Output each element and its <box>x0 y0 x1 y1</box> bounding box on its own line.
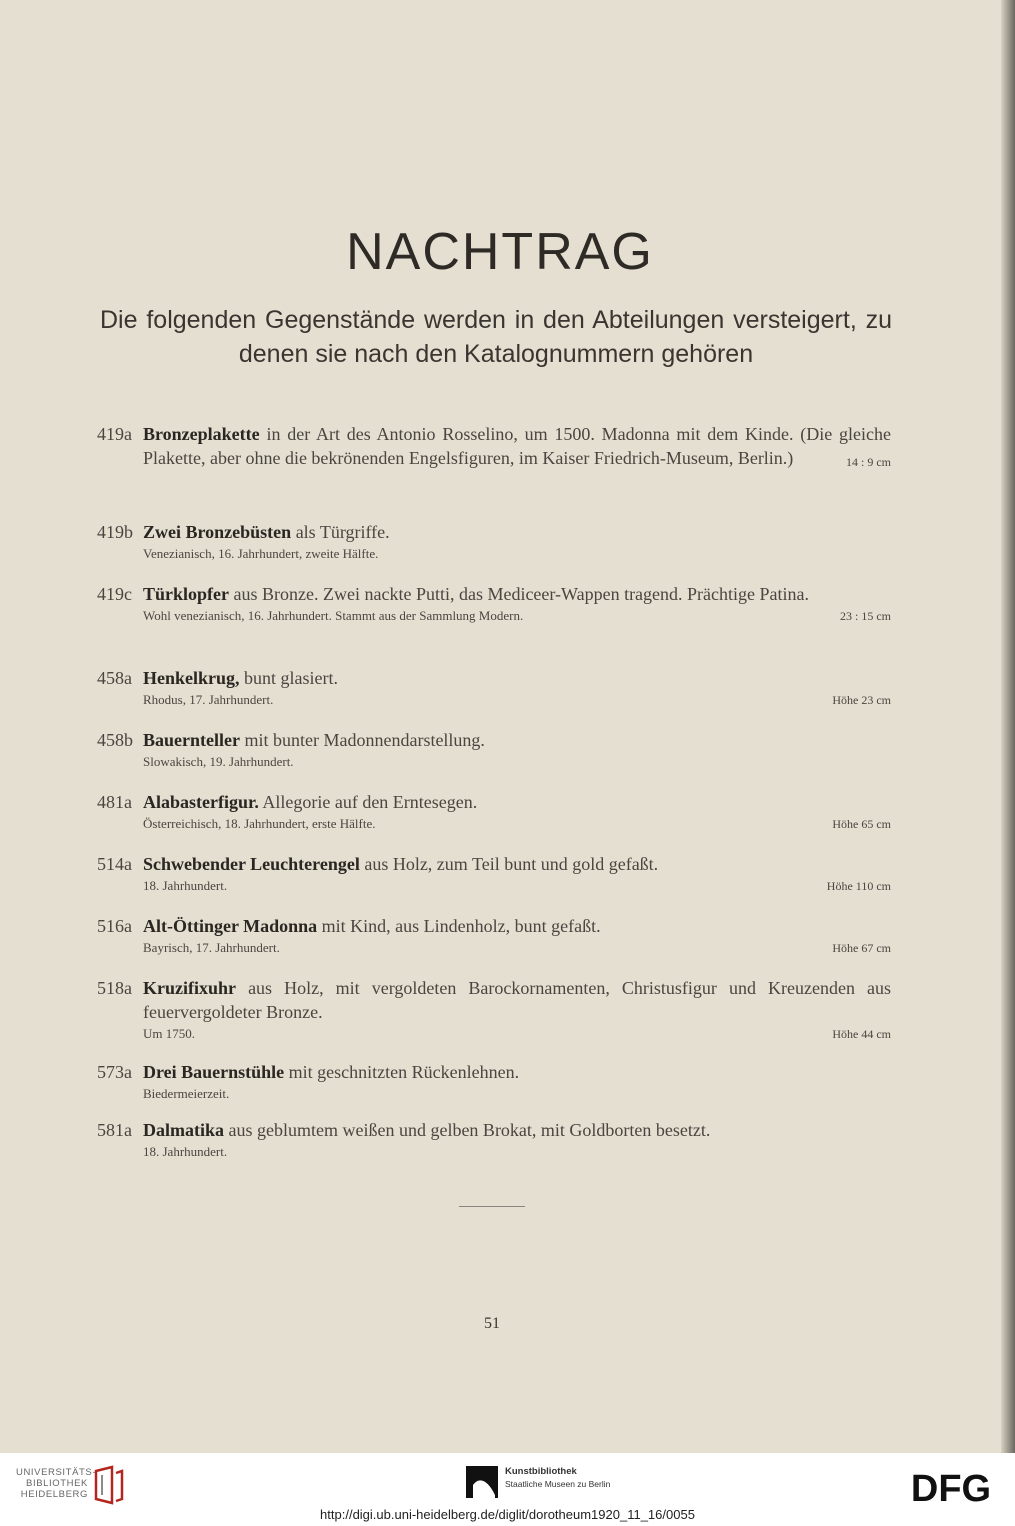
entry-description: als Türgriffe. <box>295 522 390 542</box>
entry-origin: Venezianisch, 16. Jahrhundert, zweite Hälfte. <box>143 546 379 561</box>
entry-description: Allegorie auf den Erntesegen. <box>262 792 478 812</box>
catalog-entry <box>97 790 891 852</box>
entry-origin: Biedermeierzeit. <box>143 1086 230 1101</box>
entry-number: 419c <box>97 584 132 604</box>
entry-description: mit geschnitzten Rückenlehnen. <box>288 1062 520 1082</box>
university-library-icon[interactable] <box>92 1465 126 1505</box>
entry-description: aus Holz, mit vergoldeten Barockornamenten, Christusfigur und Kreuzenden aus feuervergoldeter Bronze. <box>143 978 892 1022</box>
entry-dimensions: Höhe 65 cm <box>832 817 891 831</box>
catalog-entry <box>97 1060 891 1118</box>
university-library-logo-text[interactable]: UNIVERSITÄTS- BIBLIOTHEK HEIDELBERG <box>16 1467 97 1500</box>
entry-name: Drei Bauernstühle <box>143 1062 285 1082</box>
entry-origin: Wohl venezianisch, 16. Jahrhundert. Stammt aus der Sammlung Modern. <box>143 608 524 623</box>
dfg-logo-text: DFG <box>910 1468 992 1507</box>
catalog-entries <box>97 422 891 1168</box>
entry-name: Türklopfer <box>143 584 230 604</box>
page-edge <box>1001 0 1015 1453</box>
entry-name: Dalmatika <box>143 1120 224 1140</box>
entry-description: in der Art des Antonio Rosselino, um 1500. Madonna mit dem Kinde. (Die gleiche Plakette, aber ohne die bekrönenden Engelsfiguren, im Kaiser Friedrich-Museum, Berlin.) <box>143 424 891 468</box>
entry-origin: 18. Jahrhundert. <box>143 878 228 893</box>
entry-number: 518a <box>97 978 132 998</box>
entry-number: 419a <box>97 424 132 444</box>
entry-dimensions: Höhe 110 cm <box>826 879 891 893</box>
dfg-logo[interactable] <box>903 1467 999 1507</box>
entry-number: 514a <box>97 854 132 874</box>
separator-rule <box>459 1206 525 1207</box>
page-subtitle: Die folgenden Gegenstände werden in den Abteilungen versteigert, zu denen sie nach den Katalognummern gehören <box>100 306 892 368</box>
entry-number: 581a <box>97 1120 132 1140</box>
entry-name: Bauernteller <box>143 730 240 750</box>
page-title: NACHTRAG <box>346 223 654 281</box>
entry-number: 458b <box>97 730 133 750</box>
catalog-entry <box>97 582 891 666</box>
kunstbibliothek-icon[interactable] <box>465 1465 499 1499</box>
entry-description: mit bunter Madonnendarstellung. <box>244 730 485 750</box>
catalog-entry <box>97 976 891 1060</box>
entry-origin: Um 1750. <box>143 1026 195 1041</box>
entry-origin: Österreichisch, 18. Jahrhundert, erste Hälfte. <box>143 816 376 831</box>
entry-number: 481a <box>97 792 132 812</box>
entry-name: Alt-Öttinger Madonna <box>143 916 318 936</box>
catalog-entry <box>97 1118 891 1168</box>
entry-description: bunt glasiert. <box>244 668 338 688</box>
catalog-entry <box>97 666 891 728</box>
entry-dimensions: 23 : 15 cm <box>840 609 891 623</box>
catalog-entry <box>97 422 891 520</box>
entry-name: Bronzeplakette <box>143 424 260 444</box>
source-url[interactable]: http://digi.ub.uni-heidelberg.de/diglit/dorotheum1920_11_16/0055 <box>320 1507 695 1522</box>
entry-description: mit Kind, aus Lindenholz, bunt gefaßt. <box>321 916 601 936</box>
catalog-entry <box>97 520 891 582</box>
entry-number: 573a <box>97 1062 132 1082</box>
entry-origin: Slowakisch, 19. Jahrhundert. <box>143 754 294 769</box>
footer-bar <box>0 1453 1015 1526</box>
entry-name: Henkelkrug, <box>143 668 240 688</box>
entry-dimensions: Höhe 23 cm <box>832 693 891 707</box>
entry-dimensions: 14 : 9 cm <box>846 455 891 469</box>
entry-dimensions: Höhe 67 cm <box>832 941 891 955</box>
entry-name: Alabasterfigur. <box>143 792 259 812</box>
entry-name: Zwei Bronzebüsten <box>143 522 292 542</box>
entry-description: aus Bronze. Zwei nackte Putti, das Mediceer-Wappen tragend. Prächtige Patina. <box>233 584 810 604</box>
entry-name: Kruzifixuhr <box>143 978 236 998</box>
catalog-entry <box>97 914 891 976</box>
entry-origin: Rhodus, 17. Jahrhundert. <box>143 692 274 707</box>
entry-number: 419b <box>97 522 133 542</box>
catalog-entry <box>97 728 891 790</box>
entry-number: 516a <box>97 916 132 936</box>
page-number: 51 <box>484 1315 500 1332</box>
entry-origin: Bayrisch, 17. Jahrhundert. <box>143 940 280 955</box>
entry-dimensions: Höhe 44 cm <box>832 1027 891 1041</box>
entry-description: aus Holz, zum Teil bunt und gold gefaßt. <box>364 854 659 874</box>
catalog-entry <box>97 852 891 914</box>
entry-description: aus geblumtem weißen und gelben Brokat, mit Goldborten besetzt. <box>228 1120 711 1140</box>
entry-number: 458a <box>97 668 132 688</box>
entry-name: Schwebender Leuchterengel <box>143 854 360 874</box>
entry-origin: 18. Jahrhundert. <box>143 1144 228 1159</box>
kunstbibliothek-label[interactable]: Kunstbibliothek Staatliche Museen zu Berlin <box>505 1466 611 1489</box>
